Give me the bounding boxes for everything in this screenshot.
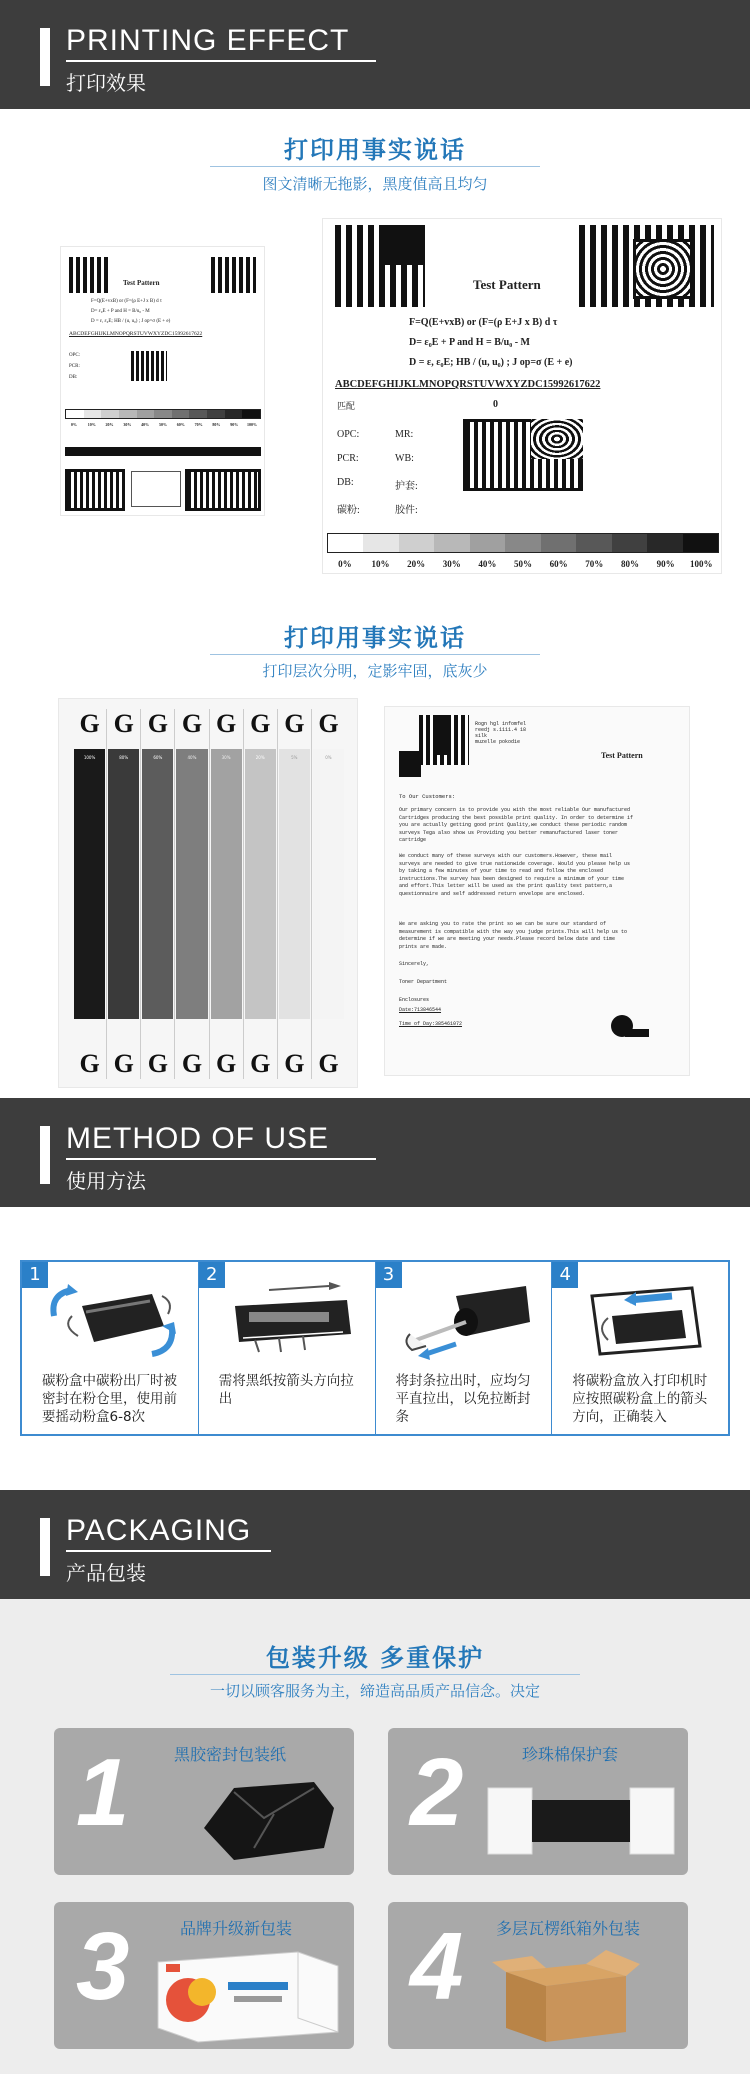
test-page-large	[322, 218, 722, 574]
card-label: 黑胶密封包装纸	[174, 1745, 287, 1764]
large-opc: OPC:	[337, 429, 360, 440]
package-card-4	[388, 1902, 688, 2049]
large-wb: WB:	[395, 453, 414, 464]
large-gray-scale	[327, 533, 719, 553]
large-percent-labels: 0% 10% 20% 30% 40% 50% 60% 70% 80% 90% 100%	[338, 559, 713, 569]
step-text: 将封条拉出时，应均匀平直拉出，以免拉断封条	[395, 1373, 531, 1425]
test-page-small	[60, 246, 265, 516]
card-number: 1	[76, 1739, 130, 1846]
brand-box-icon	[148, 1942, 348, 2044]
large-formula-2: D= ε₀E + P and H = B/u₀ - M	[409, 337, 530, 348]
package-card-3	[54, 1902, 354, 2049]
letter-dept: Toner Department	[399, 979, 448, 985]
step-number: 2	[199, 1262, 225, 1288]
effect2-title: 打印用事实说话	[284, 624, 466, 652]
effect1-title: 打印用事实说话	[284, 136, 466, 164]
package-card-1	[54, 1728, 354, 1875]
effect2-subtitle: 打印层次分明，定影牢固，底灰少	[262, 662, 488, 680]
step-number: 1	[22, 1262, 48, 1288]
letter-paragraph-3: We are asking you to rate the print so we can be sure our standard of measurement is compatible with the way you judge prints.This will help us to determine if we are meeting your needs.Please record below date and time prints are made.	[399, 921, 628, 950]
card-label: 多层瓦楞纸箱外包装	[496, 1919, 641, 1938]
small-opc: OPC:	[69, 353, 81, 358]
card-label: 品牌升级新包装	[180, 1919, 293, 1938]
letter-sincerely: Sincerely,	[399, 961, 430, 967]
small-formula-1: F=Q(E+vxB) or (F=(ρ E+J x B) d τ	[91, 299, 162, 304]
insert-cartridge-icon	[572, 1276, 712, 1362]
pull-seal-icon	[396, 1276, 536, 1362]
gray-strip-print	[58, 698, 358, 1088]
shake-cartridge-icon	[42, 1276, 182, 1362]
letter-greeting: To Our Customers:	[399, 793, 456, 800]
letter-enclosures: Enclosures	[399, 997, 430, 1003]
banner-title-cn: 使用方法	[66, 1169, 146, 1193]
small-db: DB:	[69, 375, 78, 380]
usage-step-3	[376, 1262, 553, 1434]
large-glue: 胶件:	[395, 505, 418, 516]
banner-accent-bar	[40, 1126, 50, 1184]
card-number: 3	[76, 1913, 130, 2020]
banner-title-en: METHOD OF USE	[66, 1122, 330, 1155]
letter-test-page	[384, 706, 690, 1076]
letter-side-text: Rogn hgl infomfel reedj s.1111.4 18 silk muzelle pokodie	[475, 721, 527, 745]
effect1-divider	[210, 166, 540, 167]
carton-box-icon	[486, 1942, 646, 2046]
step-number: 3	[376, 1262, 402, 1288]
banner-title-en: PRINTING EFFECT	[66, 24, 350, 57]
letter-time: Time of Day:385461072	[399, 1021, 463, 1027]
step-text: 碳粉盒中碳粉出厂时被密封在粉仓里，使用前要摇动粉盒6-8次	[42, 1373, 177, 1425]
letter-paragraph-2: We conduct many of these surveys with our customers.However, these mail surveys are needed to give true nationwide coverage. Would you please help us by taking a few minutes of your time to read and follow the enclosed instructions.The survey has been designed to require a minimum of your time and effort.This letter will be used as the print quality test pattern,a questionnaire and self addressed return envelope are enclosed.	[399, 853, 631, 897]
small-percent-labels: 0% 10% 20% 30% 40% 50% 60% 70% 80% 90% 100%	[70, 422, 258, 427]
banner-title-en: PACKAGING	[66, 1514, 252, 1547]
section-banner-printing	[0, 0, 750, 109]
card-label: 珍珠棉保护套	[522, 1745, 619, 1764]
small-formula-3: D = ε, ε₀E; HB / (u, u₀) ; J op=σ (E + e)	[91, 319, 171, 324]
effect1-subtitle: 图文清晰无拖影，黑度值高且均匀	[262, 175, 488, 193]
letter-date: Date:713846544	[399, 1007, 442, 1013]
small-alphabet: ABCDEFGHIJKLMNOPQRSTUVWXYZDC15992617622	[69, 331, 203, 337]
card-number: 2	[410, 1739, 464, 1846]
package-card-2	[388, 1728, 688, 1875]
usage-step-2	[199, 1262, 376, 1434]
usage-steps	[20, 1260, 730, 1436]
banner-divider	[66, 1158, 376, 1160]
usage-step-1	[22, 1262, 199, 1434]
packaging-title: 包装升级 多重保护	[265, 1644, 485, 1672]
large-formula-3: D = ε, ε₀E; HB / (u, u₀) ; J op=σ (E + e)	[409, 357, 573, 368]
section-banner-method	[0, 1098, 750, 1207]
large-shield: 护套:	[395, 481, 418, 492]
large-mr: MR:	[395, 429, 414, 440]
card-number: 4	[410, 1913, 464, 2020]
usage-step-4	[552, 1262, 728, 1434]
packaging-divider	[170, 1674, 580, 1675]
effect2-divider	[210, 654, 540, 655]
large-alphabet: ABCDEFGHIJKLMNOPQRSTUVWXYZDC15992617622	[335, 379, 601, 390]
step-text: 将碳粉盒放入打印机时应按照碳粉盒上的箭头方向，正确装入	[572, 1373, 708, 1425]
small-formula-2: D= ε₀E + P and H = B/u₀ - M	[91, 309, 150, 314]
large-db: DB:	[337, 477, 354, 488]
large-match: 匹配	[337, 401, 356, 411]
small-test-title: Test Pattern	[123, 279, 160, 287]
letter-paragraph-1: Our primary concern is to provide you with the most reliable Our manufactured Cartridges producing the best possible print quality. In order to determine if you are actually getting good print Quality,we conduct these periodic random surveys Tega also show us Providing you better remanufactured laser toner cartridge	[399, 807, 634, 843]
banner-title-cn: 打印效果	[66, 71, 146, 95]
foam-sleeve-icon	[480, 1768, 680, 1868]
large-toner: 碳粉:	[337, 505, 360, 516]
banner-divider	[66, 60, 376, 62]
large-pcr: PCR:	[337, 453, 359, 464]
step-text: 需将黑纸按箭头方向拉出	[218, 1373, 354, 1407]
letter-heading: Test Pattern	[601, 751, 643, 760]
black-wrap-icon	[194, 1768, 344, 1868]
small-pcr: PCR:	[69, 364, 80, 369]
banner-divider	[66, 1550, 271, 1552]
pull-black-paper-icon	[219, 1276, 359, 1362]
large-formula-1: F=Q(E+vxB) or (F=(ρ E+J x B) d τ	[409, 317, 558, 328]
banner-title-cn: 产品包装	[66, 1561, 146, 1585]
large-zero: 0	[493, 399, 498, 410]
packaging-subtitle: 一切以顾客服务为主，缔造高品质产品信念。决定	[209, 1682, 540, 1700]
section-banner-packaging	[0, 1490, 750, 1599]
gray-strip-columns: G 100% G G 80% G G 60% G G 40% G G 30% G G 20% G G 5% G G 0% G	[73, 709, 345, 1079]
banner-accent-bar	[40, 28, 50, 86]
small-gray-scale	[65, 409, 261, 419]
large-test-title: Test Pattern	[473, 277, 541, 292]
step-number: 4	[552, 1262, 578, 1288]
banner-accent-bar	[40, 1518, 50, 1576]
